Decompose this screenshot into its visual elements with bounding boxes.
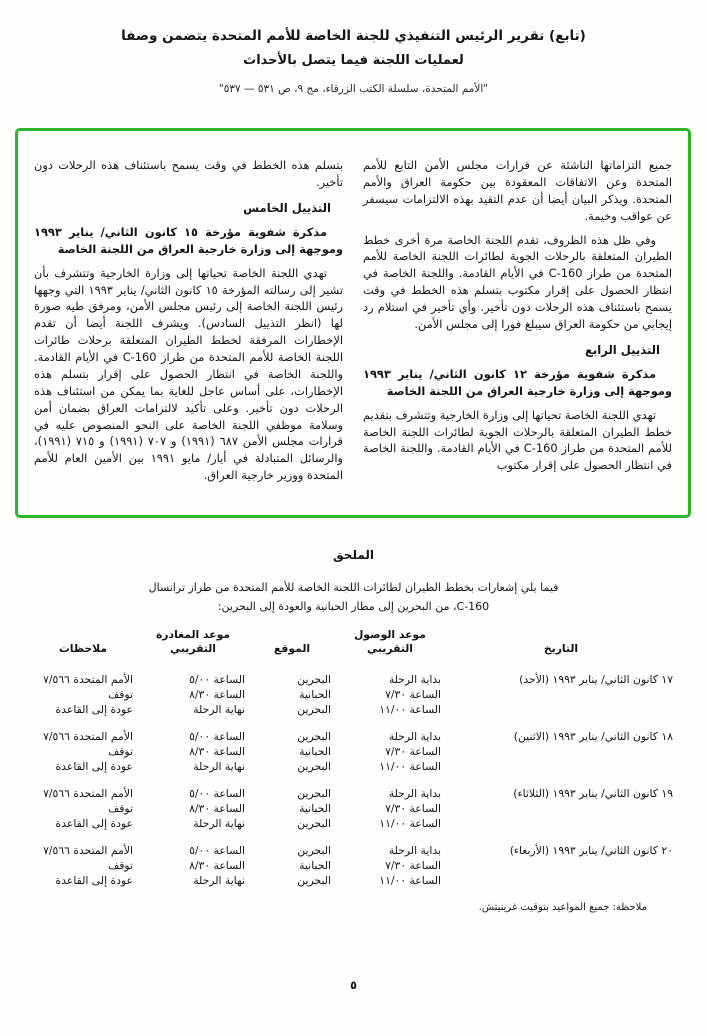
- notes-cell: توقف: [108, 859, 133, 873]
- highlight-box: [15, 128, 691, 518]
- location-cell: البحرين: [297, 703, 331, 717]
- date-cell: [445, 744, 677, 759]
- col-header-arrival: موعد الوصول: [354, 628, 426, 641]
- arrival-cell: الساعة ١١/٠٠: [379, 703, 441, 717]
- departure-cell: نهاية الرحلة: [193, 874, 245, 888]
- annex-intro-line2: C-160، من البحرين إلى مطار الحبانية والعودة إلى البحرين:: [217, 600, 490, 614]
- location-cell: الحبانية: [299, 802, 331, 816]
- paragraph: تهدي اللجنة الخاصة تحياتها إلى وزارة الخارجية وتتشرف بأن تشير إلى رسالته المؤرخة ١٥ كانون الثاني/ يناير ١٩٩٣ التي وجهها رئيس اللجنة الخاصة إلى رئيس مجلس الأمن، ومرفق طيه صورة لها (انظر التذييل السادس). ويشرف اللجنة أيضا أن تقدم الإخطارات المرفقة لخطط الطيران المتعلقة برحلات طائرات اللجنة الخاصة للأمم المتحدة من طراز C-160 في الأيام القادمة. واللجنة الخاصة في انتظار الحصول على إقرار بتسلم هذه الإخطارات، على أساس عاجل للغاية بما يمكن من استئناف هذه الرحلات دون تأخير. وعلى تأكيد لالتزامات العراق بضمان أمن وسلامة موظفي اللجنة الخاصة على النحو المنصوص عليه في قرارات مجلس الأمن ٦٨٧ (١٩٩١) و ٧٠٧ (١٩٩١) و ٧١٥ (١٩٩١)، والرسائل المتبادلة في أيار/ مايو ١٩٩١ بين الأمين العام للأمم المتحدة ووزير خارجية العراق.: [34, 265, 344, 483]
- table-note: ملاحظة: جميع المواعيد بتوقيت غرينيتش.: [478, 902, 647, 913]
- annex-intro: [0, 578, 707, 617]
- location-cell: الحبانية: [299, 688, 331, 702]
- notes-cell: توقف: [108, 745, 133, 759]
- departure-cell: الساعة ٨/٣٠: [189, 688, 245, 702]
- notes-cell: الأمم المتحدة ٧/٥٦٦: [43, 673, 133, 687]
- notes-cell: توقف: [108, 688, 133, 702]
- departure-cell: الساعة ٨/٣٠: [189, 802, 245, 816]
- location-cell: البحرين: [297, 817, 331, 831]
- departure-cell: نهاية الرحلة: [193, 703, 245, 717]
- table-row: [29, 831, 677, 858]
- table-row: [29, 816, 677, 831]
- notes-cell: عودة إلى القاعدة: [55, 703, 133, 717]
- table-row: [29, 759, 677, 774]
- table-row: [29, 858, 677, 873]
- page-number: ٥: [349, 978, 358, 992]
- date-cell: [445, 816, 677, 831]
- column-right: [363, 157, 672, 503]
- departure-cell: الساعة ٨/٣٠: [189, 745, 245, 759]
- col-header-departure-sub: التقريبي: [169, 642, 217, 656]
- notes-cell: عودة إلى القاعدة: [55, 817, 133, 831]
- notes-cell: عودة إلى القاعدة: [55, 760, 133, 774]
- date-cell: ١٩ كانون الثاني/ يناير ١٩٩٣ (الثلاثاء): [513, 787, 673, 801]
- notes-cell: توقف: [108, 802, 133, 816]
- col-header-notes: ملاحظات: [58, 642, 108, 656]
- table-row: [29, 873, 677, 888]
- date-cell: ١٨ كانون الثاني/ يناير ١٩٩٣ (الاثنين): [513, 730, 673, 744]
- table-row: [29, 687, 677, 702]
- arrival-cell: الساعة ٧/٣٠: [385, 859, 441, 873]
- paragraph: بتسلم هذه الخطط في وقت يسمح باستئناف هذه الرحلات دون تأخير.: [34, 158, 343, 189]
- arrival-cell: الساعة ٧/٣٠: [385, 745, 441, 759]
- location-cell: البحرين: [297, 760, 331, 774]
- location-cell: الحبانية: [299, 859, 331, 873]
- memo-title: مذكرة شفوية مؤرخة ١٥ كانون الثاني/ يناير ١٩٩٣ وموجهة إلى وزارة خارجية العراق من اللجنة الخاصة: [34, 224, 343, 256]
- location-cell: البحرين: [297, 787, 331, 801]
- departure-cell: نهاية الرحلة: [193, 817, 245, 831]
- arrival-cell: بداية الرحلة: [388, 730, 441, 744]
- document-title-line2: لعمليات اللجنة فيما يتصل بالأحداث: [243, 53, 464, 68]
- document-title-line1: (تابع) تقرير الرئيس التنفيذي للجنة الخاصة للأمم المتحدة يتضمن وصفا: [121, 28, 586, 44]
- paragraph: وفي ظل هذه الظروف، تقدم اللجنة الخاصة مرة أخرى خطط الطيران المتعلقة بالرحلات الجوية لطائرات اللجنة الخاصة للأمم المتحدة من طراز C-160 في الأيام القادمة. واللجنة الخاصة في انتظار الحصول على إقرار مكتوب بتسلم هذه الخطط في وقت يسمح باستئناف هذه الرحلات دون تأخير. وأي تأخير في استلام رد إيجابي من حكومة العراق سيبلغ فورا إلى مجلس الأمن.: [363, 232, 672, 331]
- location-cell: البحرين: [297, 844, 331, 858]
- departure-cell: الساعة ٥/٠٠: [189, 844, 245, 858]
- two-column-text: [34, 157, 672, 503]
- location-cell: البحرين: [297, 874, 331, 888]
- date-cell: [445, 858, 677, 873]
- appendix-4-heading: التذييل الرابع: [584, 342, 660, 357]
- location-cell: الحبانية: [299, 745, 331, 759]
- table-row: [29, 744, 677, 759]
- col-header-departure: موعد المغادرة: [155, 628, 231, 641]
- departure-cell: الساعة ٥/٠٠: [189, 730, 245, 744]
- location-cell: البحرين: [297, 730, 331, 744]
- flight-schedule-table: [29, 628, 677, 888]
- date-cell: ٢٠ كانون الثاني/ يناير ١٩٩٣ (الأربعاء): [509, 844, 673, 858]
- flight-table-header: [29, 628, 677, 660]
- table-row: [29, 801, 677, 816]
- departure-cell: الساعة ٥/٠٠: [189, 673, 245, 687]
- departure-cell: الساعة ٨/٣٠: [189, 859, 245, 873]
- date-cell: [445, 801, 677, 816]
- arrival-cell: الساعة ١١/٠٠: [379, 817, 441, 831]
- notes-cell: عودة إلى القاعدة: [55, 874, 133, 888]
- table-row: [29, 702, 677, 717]
- memo-title: مذكرة شفوية مؤرخة ١٢ كانون الثاني/ يناير ١٩٩٣ وموجهة إلى وزارة خارجية العراق من اللجنة الخاصة: [363, 366, 672, 398]
- date-cell: [445, 702, 677, 717]
- arrival-cell: بداية الرحلة: [388, 673, 441, 687]
- arrival-cell: الساعة ١١/٠٠: [379, 760, 441, 774]
- date-cell: ١٧ كانون الثاني/ يناير ١٩٩٣ (الأحد): [519, 673, 673, 687]
- annex-title: الملحق: [332, 548, 375, 562]
- column-left: [34, 157, 343, 503]
- appendix-5-heading: التذييل الخامس: [243, 200, 331, 215]
- paragraph: جميع التزاماتها الناشئة عن قرارات مجلس الأمن التابع للأمم المتحدة وعن الاتفاقات المعقودة بين حكومة العراق والأمم المتحدة. ويذكر البيان أيضا أن عدم التقيد بهذه الالتزامات سيسفر عن عواقب وخيمة.: [363, 158, 672, 223]
- departure-cell: الساعة ٥/٠٠: [189, 787, 245, 801]
- date-cell: [445, 873, 677, 888]
- date-cell: [445, 687, 677, 702]
- annex-intro-line1: فيما يلي إشعارات بخطط الطيران لطائرات اللجنة الخاصة للأمم المتحدة من طراز ترانسال: [148, 581, 559, 594]
- arrival-cell: بداية الرحلة: [388, 844, 441, 858]
- arrival-cell: الساعة ٧/٣٠: [385, 802, 441, 816]
- departure-cell: نهاية الرحلة: [193, 760, 245, 774]
- arrival-cell: الساعة ٧/٣٠: [385, 688, 441, 702]
- notes-cell: الأمم المتحدة ٧/٥٦٦: [43, 844, 133, 858]
- paragraph: تهدي اللجنة الخاصة تحياتها إلى وزارة الخارجية وتتشرف بتقديم خطط الطيران المتعلقة بالرحلات الجوية لطائرات اللجنة الخاصة للأمم المتحدة من طراز C-160 في الأيام القادمة. واللجنة الخاصة في انتظار الحصول على إقرار مكتوب: [363, 407, 672, 473]
- notes-cell: الأمم المتحدة ٧/٥٦٦: [43, 787, 133, 801]
- table-row: [29, 717, 677, 744]
- document-header: [0, 28, 707, 95]
- arrival-cell: الساعة ١١/٠٠: [379, 874, 441, 888]
- col-header-arrival-sub: التقريبي: [366, 642, 414, 656]
- arrival-cell: بداية الرحلة: [388, 787, 441, 801]
- table-row: [29, 660, 677, 687]
- col-header-location: الموقع: [273, 642, 311, 656]
- col-header-date: التاريخ: [543, 642, 579, 656]
- date-cell: [445, 759, 677, 774]
- flight-table-body: [29, 660, 677, 888]
- table-row: [29, 774, 677, 801]
- source-citation: "الأمم المتحدة، سلسلة الكتب الزرقاء، مج ٩، ص ٥٣١ — ٥٣٧": [218, 83, 489, 95]
- location-cell: البحرين: [297, 673, 331, 687]
- notes-cell: الأمم المتحدة ٧/٥٦٦: [43, 730, 133, 744]
